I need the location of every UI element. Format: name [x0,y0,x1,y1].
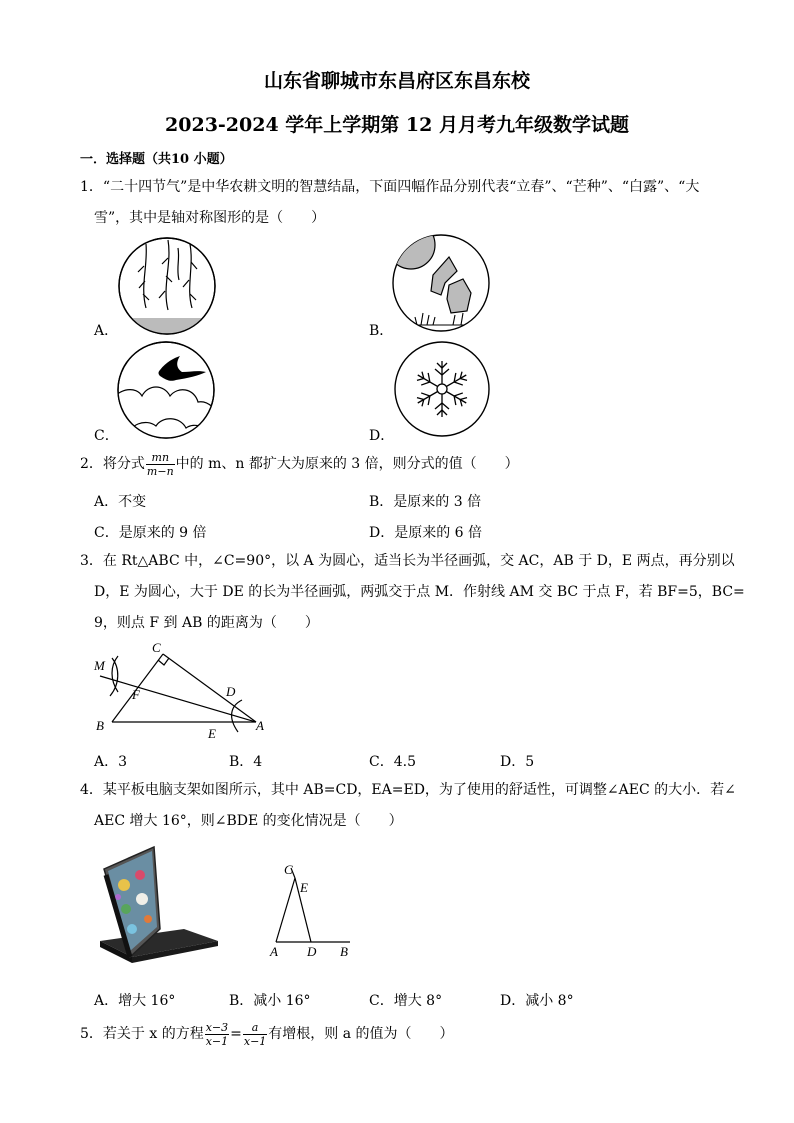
q3-option-b: B．4 [229,754,263,770]
q3-option-d: D．5 [500,754,535,770]
q5-fraction-1-numerator: x−3 [205,1020,229,1034]
q4-label-c: C [284,862,293,877]
q5-equals: = [230,1026,242,1042]
q5-fraction-1 [205,1021,229,1048]
q3-label-f: F [132,687,140,702]
title-line-2: 2023-2024 学年上学期第 12 月月考九年级数学试题 [165,114,629,136]
q2-option-a: A．不变 [94,494,147,510]
q3-label-m: M [94,658,105,673]
q4-label-b: B [340,944,348,959]
q4-text-line-2: AEC 增大 16°，则∠BDE 的变化情况是（ ） [94,813,403,829]
title-line-1: 山东省聊城市东昌府区东昌东校 [263,70,530,92]
q1-image-c-white-dew [116,340,216,440]
q3-option-c: C．4.5 [369,754,416,770]
section-heading: 一．选择题（共10 小题） [80,152,233,167]
q4-option-c: C．增大 8° [369,993,443,1009]
q4-option-b: B．减小 16° [229,993,311,1009]
q3-label-a: A [256,718,264,733]
q3-triangle-diagram [90,640,280,740]
q5-suffix: 有增根，则 a 的值为（ ） [268,1026,454,1042]
q1-option-a-label: A． [94,323,119,339]
q2-fraction [146,451,175,478]
q1-text-line-2: 雪”，其中是轴对称图形的是（ ） [94,210,326,226]
q5-fraction-2-numerator: a [243,1021,267,1035]
q1-image-d-snowflake [393,340,491,438]
q3-option-a: A．3 [94,754,128,770]
q5-fraction-2 [243,1021,267,1048]
q2-prefix: 2．将分式 [80,456,145,472]
q5-fraction-2-denominator: x−1 [243,1034,267,1048]
q4-label-d: D [307,944,317,959]
q4-text-line-1: 4．某平板电脑支架如图所示，其中 AB=CD，EA=ED，为了使用的舒适性，可调整∠AEC 的大小．若∠ [80,782,736,798]
q5-text [80,1019,454,1050]
q2-option-c: C．是原来的 9 倍 [94,525,207,541]
q1-image-a-spring-willow [116,236,218,336]
q3-text-line-2: D，E 为圆心，大于 DE 的长为半径画弧，两弧交于点 M．作射线 AM 交 BC 于点 F，若 BF=5，BC= [94,584,745,600]
q3-label-e: E [208,726,216,741]
q2-option-d: D．是原来的 6 倍 [369,525,483,541]
q4-option-d: D．减小 8° [500,993,574,1009]
q2-option-b: B．是原来的 3 倍 [369,494,482,510]
q4-label-a: A [270,944,278,959]
q1-image-b-grain-in-ear [391,233,491,333]
q3-label-c: C [152,640,161,655]
q4-tablet-stand-image [96,845,222,975]
q2-suffix: 中的 m、n 都扩大为原来的 3 倍，则分式的值（ ） [175,456,519,472]
q2-fraction-numerator: mn [146,451,175,465]
q1-option-b-label: B． [369,323,394,339]
q1-option-d-label: D． [369,428,395,444]
q2-text [80,449,519,480]
q5-prefix: 5．若关于 x 的方程 [80,1026,204,1042]
q4-label-e: E [300,880,308,895]
q3-label-d: D [226,684,236,699]
q1-option-c-label: C． [94,428,119,444]
q2-fraction-denominator: m−n [146,464,174,478]
q3-label-b: B [96,718,104,733]
q3-text-line-3: 9，则点 F 到 AB 的距离为（ ） [94,615,319,631]
q1-text-line-1: 1．“二十四节气”是中华农耕文明的智慧结晶，下面四幅作品分别代表“立春”、“芒种”、“白露”、“大 [80,179,700,195]
q4-angle-diagram [264,858,364,960]
q4-option-a: A．增大 16° [94,993,176,1009]
q3-text-line-1: 3．在 Rt△ABC 中，∠C=90°，以 A 为圆心，适当长为半径画弧，交 AC，AB 于 D，E 两点，再分别以 [80,553,735,569]
q5-fraction-1-denominator: x−1 [205,1034,229,1048]
